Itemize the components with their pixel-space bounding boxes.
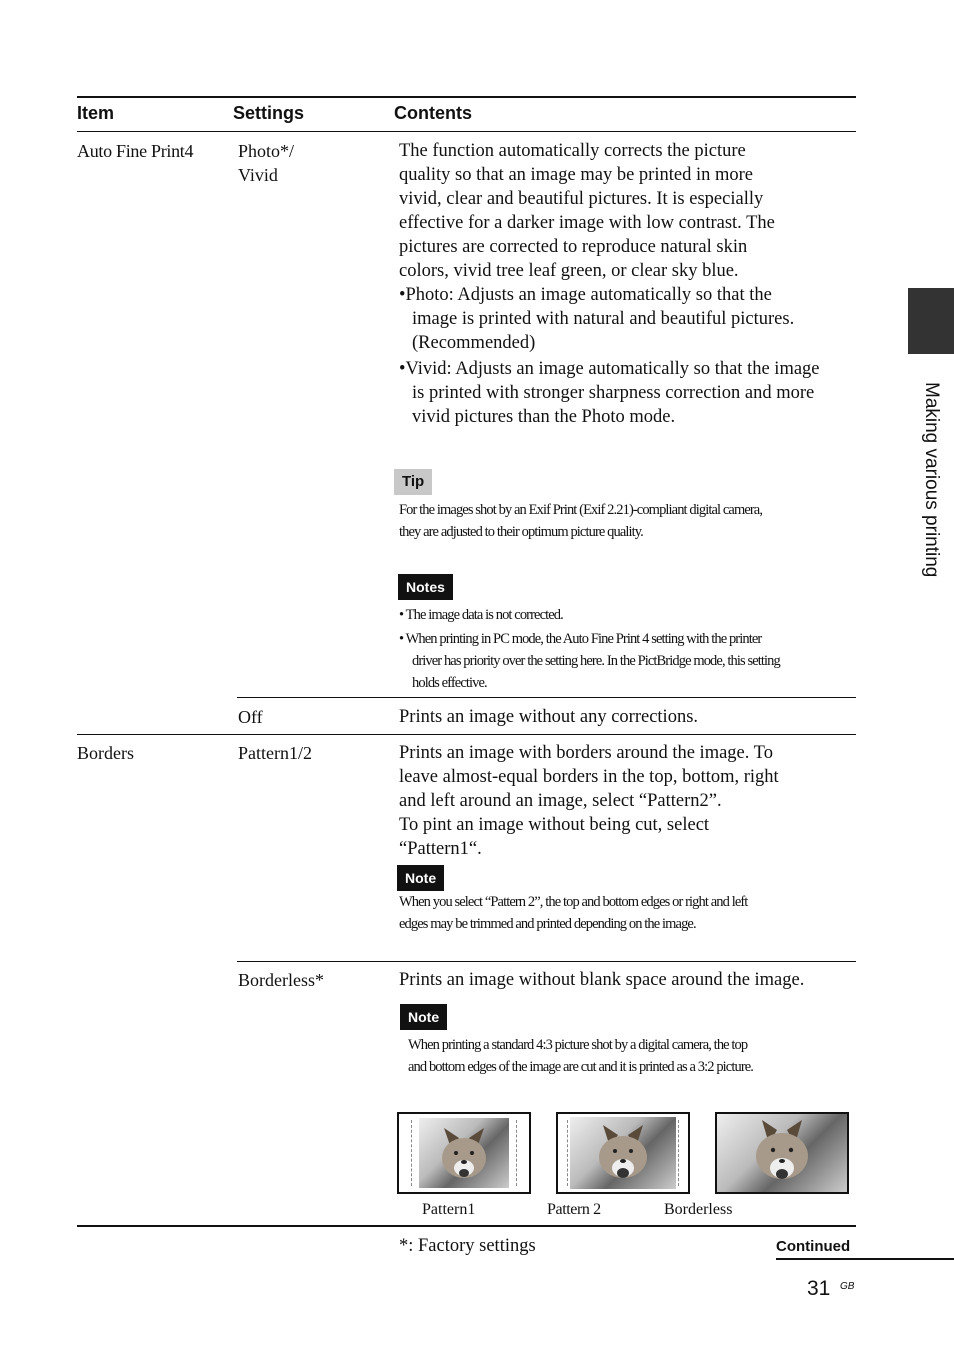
dog-photo — [419, 1118, 509, 1188]
borderless-thumbnail — [715, 1112, 849, 1194]
continued-label: Continued — [776, 1238, 851, 1255]
setting-off: Off — [238, 707, 263, 727]
dog-photo — [570, 1117, 676, 1189]
table-top-rule — [77, 96, 856, 98]
continued-rule — [776, 1258, 954, 1260]
note-item: • The image data is not corrected. — [399, 607, 563, 623]
note-item: • When printing in PC mode, the Auto Fine Print 4 setting with the printer driver has priority over the setting here. In the PictBridge mode, this setting holds effective. — [399, 631, 780, 691]
dog-photo — [717, 1114, 847, 1192]
item-borders: Borders — [77, 743, 134, 763]
auto-fine-print-description: The function automatically corrects the picture quality so that an image may be printed in more vivid, clear and beautiful pictures. It is especially effective for a darker image with low contrast. The pictures are corrected to reproduce natural skin colors, vivid tree leaf green, or clear sky blue. — [399, 141, 775, 281]
dog-photo-art — [570, 1117, 676, 1189]
page-suffix: GB — [840, 1281, 855, 1292]
borderless-description: Prints an image without blank space around the image. — [399, 970, 805, 990]
sub-row-rule — [237, 961, 856, 962]
header-rule — [77, 131, 856, 132]
header-settings: Settings — [233, 103, 305, 123]
dog-photo-art — [419, 1118, 509, 1188]
borders-description: Prints an image with borders around the image. To leave almost-equal borders in the top, bottom, right and left around an image, select “Pattern2”. To pint an image without being cut, select “Pattern1“. — [399, 743, 779, 859]
header-item: Item — [77, 103, 115, 123]
cut-line — [567, 1120, 568, 1186]
note-text: When you select “Pattern 2”, the top and bottom edges or right and left edges may be trimmed and printed depending on the image. — [399, 894, 748, 932]
sub-row-rule — [237, 697, 856, 698]
tip-text: For the images shot by an Exif Print (Exif 2.21)-compliant digital camera, they are adjusted to their optimum picture quality. — [399, 502, 763, 540]
caption-pattern1: Pattern1 — [422, 1201, 476, 1218]
notes-badge: Notes — [398, 574, 453, 600]
header-contents: Contents — [394, 103, 472, 123]
caption-borderless: Borderless — [664, 1201, 733, 1218]
pattern2-thumbnail — [556, 1112, 690, 1194]
bullet-photo: •Photo: Adjusts an image automatically so that the image is printed with natural and beautiful pictures. (Recommended) — [399, 285, 795, 353]
side-tab-block — [908, 288, 954, 354]
setting-photo-vivid: Photo*/ Vivid — [238, 141, 295, 185]
row-rule — [77, 734, 856, 735]
page-number: 31 — [807, 1277, 831, 1300]
note-text: When printing a standard 4:3 picture shot by a digital camera, the top and bottom edges of the image are cut and it is printed as a 3:2 picture. — [408, 1037, 754, 1075]
table-bottom-rule — [77, 1225, 856, 1227]
tip-badge: Tip — [394, 469, 432, 495]
bullet-vivid: •Vivid: Adjusts an image automatically so that the image is printed with stronger sharpness correction and more vivid pictures than the Photo mode. — [399, 359, 820, 427]
pattern1-thumbnail — [397, 1112, 531, 1194]
factory-settings-footnote: *: Factory settings — [399, 1236, 536, 1256]
cut-line — [678, 1120, 679, 1186]
item-auto-fine-print: Auto Fine Print4 — [77, 141, 194, 161]
dog-photo-art — [717, 1114, 847, 1192]
note-badge: Note — [400, 1004, 447, 1030]
caption-pattern2: Pattern 2 — [547, 1201, 601, 1218]
cut-line — [411, 1120, 412, 1186]
note-badge: Note — [397, 865, 444, 891]
off-description: Prints an image without any corrections. — [399, 707, 699, 727]
setting-pattern: Pattern1/2 — [238, 743, 312, 763]
setting-borderless: Borderless* — [238, 970, 324, 990]
side-tab-label: Making various printing — [921, 382, 942, 578]
cut-line — [516, 1120, 517, 1186]
